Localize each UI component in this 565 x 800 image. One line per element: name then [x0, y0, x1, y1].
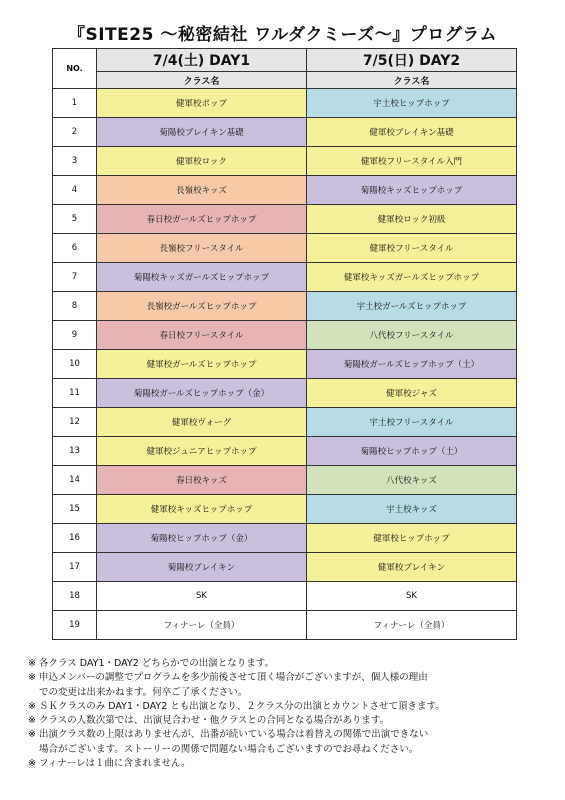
table-row [53, 582, 517, 611]
day2-class-cell: 八代校キッズ [307, 466, 517, 495]
day2-class-cell: 健軍校ジャズ [307, 379, 517, 408]
table-row [53, 118, 517, 147]
row-number: 14 [53, 466, 97, 495]
note-item [28, 714, 548, 728]
day1-class-cell: 菊陽校ヒップホップ（金） [97, 524, 307, 553]
program-table [52, 48, 517, 640]
table-row [53, 147, 517, 176]
row-number: 1 [53, 89, 97, 118]
note-mark: ※ [28, 658, 36, 669]
day1-class-cell: 菊陽校キッズガールズヒップホップ [97, 263, 307, 292]
day2-class-cell: 菊陽校ヒップホップ（土） [307, 437, 517, 466]
day1-class-cell: SK [97, 582, 307, 611]
table-row [53, 379, 517, 408]
table-row [53, 89, 517, 118]
row-number: 17 [53, 553, 97, 582]
program-table-body [53, 89, 517, 640]
day1-class-cell: フィナーレ（全員） [97, 611, 307, 640]
note-mark: ※ [28, 700, 36, 712]
day1-class-cell: 健軍校ポップ [97, 89, 307, 118]
table-row [53, 234, 517, 263]
day2-class-name-header: クラス名 [307, 72, 517, 89]
row-number: 15 [53, 495, 97, 524]
row-number: 2 [53, 118, 97, 147]
note-mark: ※ [28, 715, 36, 727]
note-item [28, 757, 548, 771]
row-number: 11 [53, 379, 97, 408]
day2-class-cell: 宇土校フリースタイル [307, 408, 517, 437]
day2-class-cell: 宇土校キッズ [307, 495, 517, 524]
note-text: 申込メンバーの調整でプログラムを多少前後させて頂く場合がございますが、個人様の理由 での変更は出来かねます。何卒ご了承ください。 [39, 672, 428, 698]
day2-class-cell: 健軍校フリースタイル入門 [307, 147, 517, 176]
day1-class-name-header: クラス名 [97, 72, 307, 89]
day2-class-cell: 宇土校ヒップホップ [307, 89, 517, 118]
note-mark: ※ [28, 729, 36, 741]
table-row [53, 553, 517, 582]
note-item [28, 700, 548, 714]
day2-class-cell: SK [307, 582, 517, 611]
day1-class-cell: 長嶺校フリースタイル [97, 234, 307, 263]
row-number: 9 [53, 321, 97, 350]
day1-class-cell: 菊陽校ガールズヒップホップ（金） [97, 379, 307, 408]
row-number: 3 [53, 147, 97, 176]
day2-class-cell: 健軍校ブレイキン基礎 [307, 118, 517, 147]
row-number: 12 [53, 408, 97, 437]
note-item [28, 728, 548, 757]
day2-class-cell: 宇土校ガールズヒップホップ [307, 292, 517, 321]
day2-class-cell: 菊陽校キッズヒップホップ [307, 176, 517, 205]
day2-header: 7/5(日) DAY2 [307, 49, 517, 72]
day1-class-cell: 春日校キッズ [97, 466, 307, 495]
day1-class-cell: 健軍校キッズヒップホップ [97, 495, 307, 524]
day1-class-cell: 長嶺校ガールズヒップホップ [97, 292, 307, 321]
row-number: 8 [53, 292, 97, 321]
row-number: 19 [53, 611, 97, 640]
table-row [53, 321, 517, 350]
day2-class-cell: 菊陽校ガールズヒップホップ（土） [307, 350, 517, 379]
note-text: ＳＫクラスのみ DAY1・DAY2 とも出演となり、２クラス分の出演とカウントさせて頂きます。 [39, 700, 445, 712]
row-number: 16 [53, 524, 97, 553]
table-row [53, 611, 517, 640]
row-number: 5 [53, 205, 97, 234]
table-row [53, 466, 517, 495]
day1-class-cell: 菊陽校ブレイキン [97, 553, 307, 582]
note-mark: ※ [28, 758, 36, 770]
note-text: 出演クラス数の上限はありませんが、出番が続いている場合は着替えの関係で出演できない 場合がございます。ストーリーの関係で問題ない場合もございますのでお尋ねください。 [39, 729, 429, 755]
day2-class-cell: 健軍校キッズガールズヒップホップ [307, 263, 517, 292]
day1-class-cell: 健軍校ヴォーグ [97, 408, 307, 437]
day1-class-cell: 健軍校ロック [97, 147, 307, 176]
day2-class-cell: フィナーレ（全員） [307, 611, 517, 640]
table-row [53, 263, 517, 292]
day1-class-cell: 健軍校ジュニアヒップホップ [97, 437, 307, 466]
notes-section [28, 657, 548, 771]
note-item [28, 657, 548, 671]
row-number: 10 [53, 350, 97, 379]
day2-class-cell: 健軍校ロック初級 [307, 205, 517, 234]
note-text: 各クラス DAY1・DAY2 どちらかでの出演となります。 [39, 658, 275, 669]
day1-class-cell: 菊陽校ブレイキン基礎 [97, 118, 307, 147]
table-row [53, 495, 517, 524]
row-number: 18 [53, 582, 97, 611]
day2-class-cell: 健軍校フリースタイル [307, 234, 517, 263]
day2-class-cell: 健軍校ブレイキン [307, 553, 517, 582]
no-column-header: NO. [53, 49, 97, 89]
page-title: 『SITE25 ～秘密結社 ワルダクミーズ～』プログラム [67, 25, 498, 45]
day1-class-cell: 春日校ガールズヒップホップ [97, 205, 307, 234]
table-row [53, 437, 517, 466]
day2-class-cell: 八代校フリースタイル [307, 321, 517, 350]
day1-class-cell: 春日校フリースタイル [97, 321, 307, 350]
table-row [53, 205, 517, 234]
note-text: クラスの人数次第では、出演見合わせ・他クラスとの合同となる場合があります。 [39, 715, 390, 727]
day1-class-cell: 健軍校ガールズヒップホップ [97, 350, 307, 379]
row-number: 7 [53, 263, 97, 292]
table-row [53, 292, 517, 321]
note-item [28, 671, 548, 700]
table-row [53, 176, 517, 205]
note-text: フィナーレは１曲に含まれません。 [39, 758, 191, 770]
note-mark: ※ [28, 672, 36, 684]
day1-header: 7/4(土) DAY1 [97, 49, 307, 72]
row-number: 6 [53, 234, 97, 263]
table-row [53, 350, 517, 379]
day2-class-cell: 健軍校ヒップホップ [307, 524, 517, 553]
table-row [53, 524, 517, 553]
row-number: 13 [53, 437, 97, 466]
row-number: 4 [53, 176, 97, 205]
day1-class-cell: 長嶺校キッズ [97, 176, 307, 205]
table-row [53, 408, 517, 437]
